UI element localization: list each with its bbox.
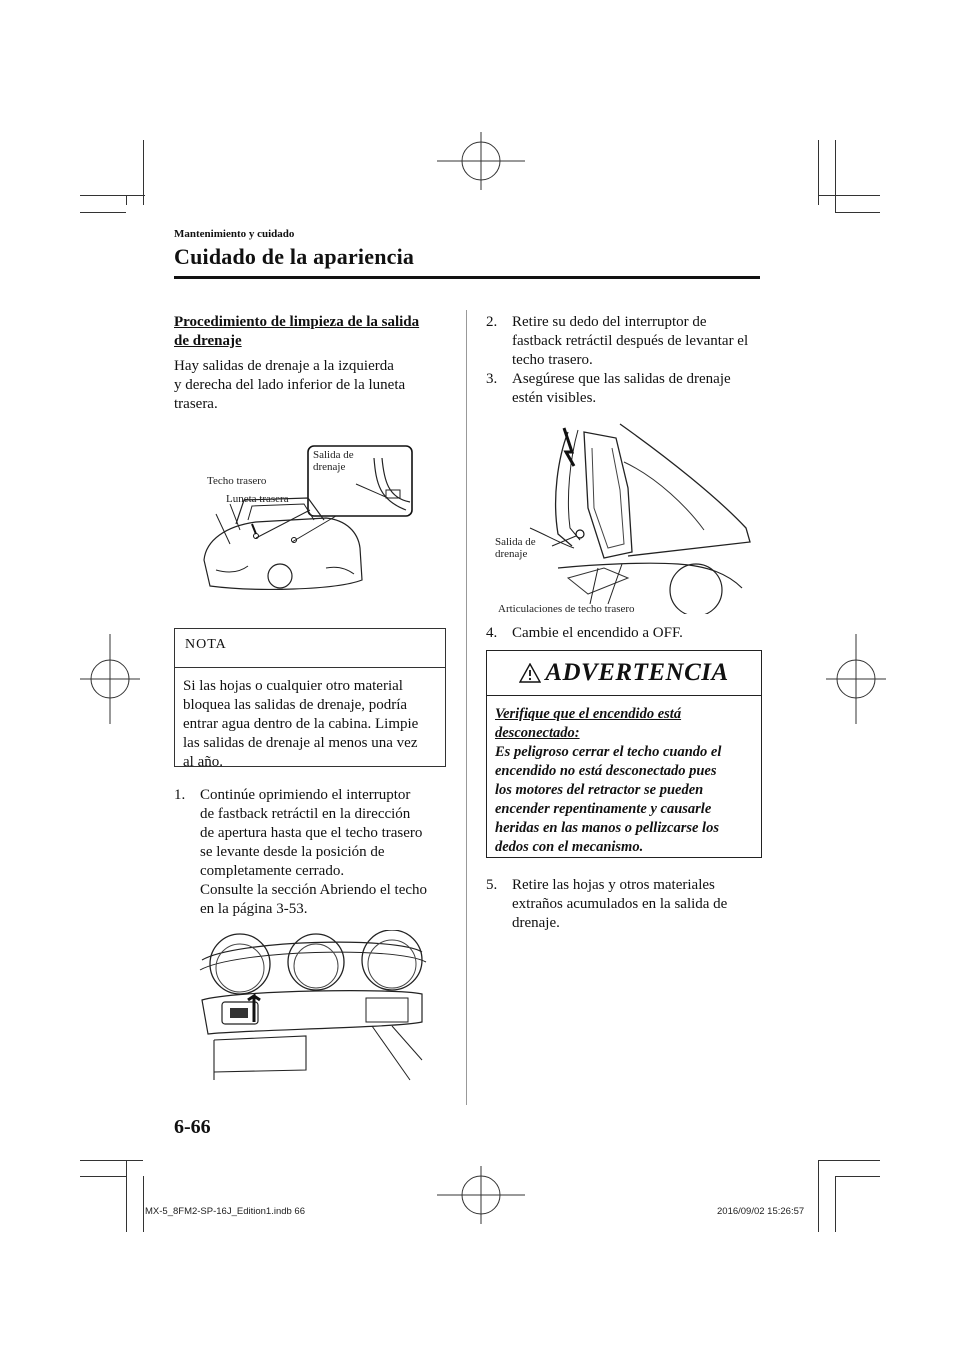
label-drain-outlet: Salida de drenaje: [313, 449, 354, 473]
step-5: 5. Retire las hojas y otros materiales extraños acumulados en la salida de drenaje.: [486, 877, 728, 931]
crop-mark: [80, 1160, 143, 1161]
note-divider: [175, 667, 445, 668]
title-rule: [174, 276, 760, 279]
crop-mark: [126, 1160, 127, 1232]
left-column: [174, 313, 450, 414]
crop-mark: [80, 195, 145, 196]
note-box: [174, 628, 446, 770]
warning-divider: [487, 695, 761, 696]
page-title: Cuidado de la apariencia: [174, 244, 415, 269]
note-text: Si las hojas o cualquier otro material bloquea las salidas de drenaje, podría entrar agua dentro de la cabina. Limpie las salidas de drenaje al menos una vez al año.: [183, 678, 419, 770]
crosshair-registration-icon: [826, 634, 886, 724]
warning-header: [487, 651, 761, 695]
crop-mark: [835, 140, 836, 212]
file-info: MX-5_8FM2-SP-16J_Edition1.indb 66: [145, 1206, 306, 1217]
crop-mark: [818, 1160, 819, 1232]
step-3: 3. Asegúrese que las salidas de drenaje estén visibles.: [486, 371, 731, 406]
column-divider: [466, 310, 467, 1105]
warning-box: [486, 650, 762, 858]
crosshair-registration-icon: [437, 132, 525, 190]
step-2: 2. Retire su dedo del interruptor de fastback retráctil después de levantar el techo trasero.: [486, 314, 749, 368]
crop-mark: [818, 195, 880, 196]
rear-roof-hinge-figure: [528, 418, 758, 614]
crosshair-registration-icon: [437, 1166, 525, 1224]
print-timestamp: 2016/09/02 15:26:57: [717, 1206, 805, 1217]
section-label: Mantenimiento y cuidado: [174, 228, 295, 240]
warning-triangle-icon: [519, 663, 541, 683]
crop-mark: [80, 212, 126, 213]
label-rear-window: Luneta trasera: [226, 493, 289, 505]
warning-body: Verifique que el encendido está desconectado: Es peligroso cerrar el techo cuando el encendido no está desconectado pues los motores del retractor se pueden encender repentinamente y causarle heridas en las manos o pellizcarse los dedos con el mecanismo.: [495, 705, 757, 857]
crop-mark: [835, 212, 880, 213]
note-title: NOTA: [185, 637, 227, 652]
label-roof-hinges: Articulaciones de techo trasero: [498, 603, 635, 615]
crop-mark: [835, 1176, 880, 1177]
label-rear-roof: Techo trasero: [207, 475, 267, 487]
page-number: 6-66: [174, 1116, 211, 1138]
crop-mark: [835, 1176, 836, 1232]
step-1: 1. Continúe oprimiendo el interruptor de fastback retráctil en la dirección de apertura hasta que el techo trasero se levante desde la posición de completamente cerrado. Consulte la sección Abriendo el techo en la página 3-53.: [174, 787, 428, 917]
step-4: 4. Cambie el encendido a OFF.: [486, 625, 683, 641]
crop-mark: [818, 1160, 880, 1161]
crop-mark: [143, 1176, 144, 1232]
procedure-heading: Procedimiento de limpieza de la salida de drenaje: [174, 314, 420, 349]
crop-mark: [126, 195, 127, 205]
crop-mark: [80, 1176, 126, 1177]
intro-paragraph: Hay salidas de drenaje a la izquierda y derecha del lado inferior de la luneta trasera.: [174, 358, 406, 412]
rear-window-drain-figure: [196, 440, 420, 598]
fastback-switch-figure: [196, 930, 428, 1084]
crosshair-registration-icon: [80, 634, 140, 724]
warning-title: ADVERTENCIA: [545, 659, 729, 686]
warning-heading: Verifique que el encendido está desconectado:: [495, 706, 682, 741]
label-drain-outlet-2: Salida de drenaje: [495, 536, 536, 560]
